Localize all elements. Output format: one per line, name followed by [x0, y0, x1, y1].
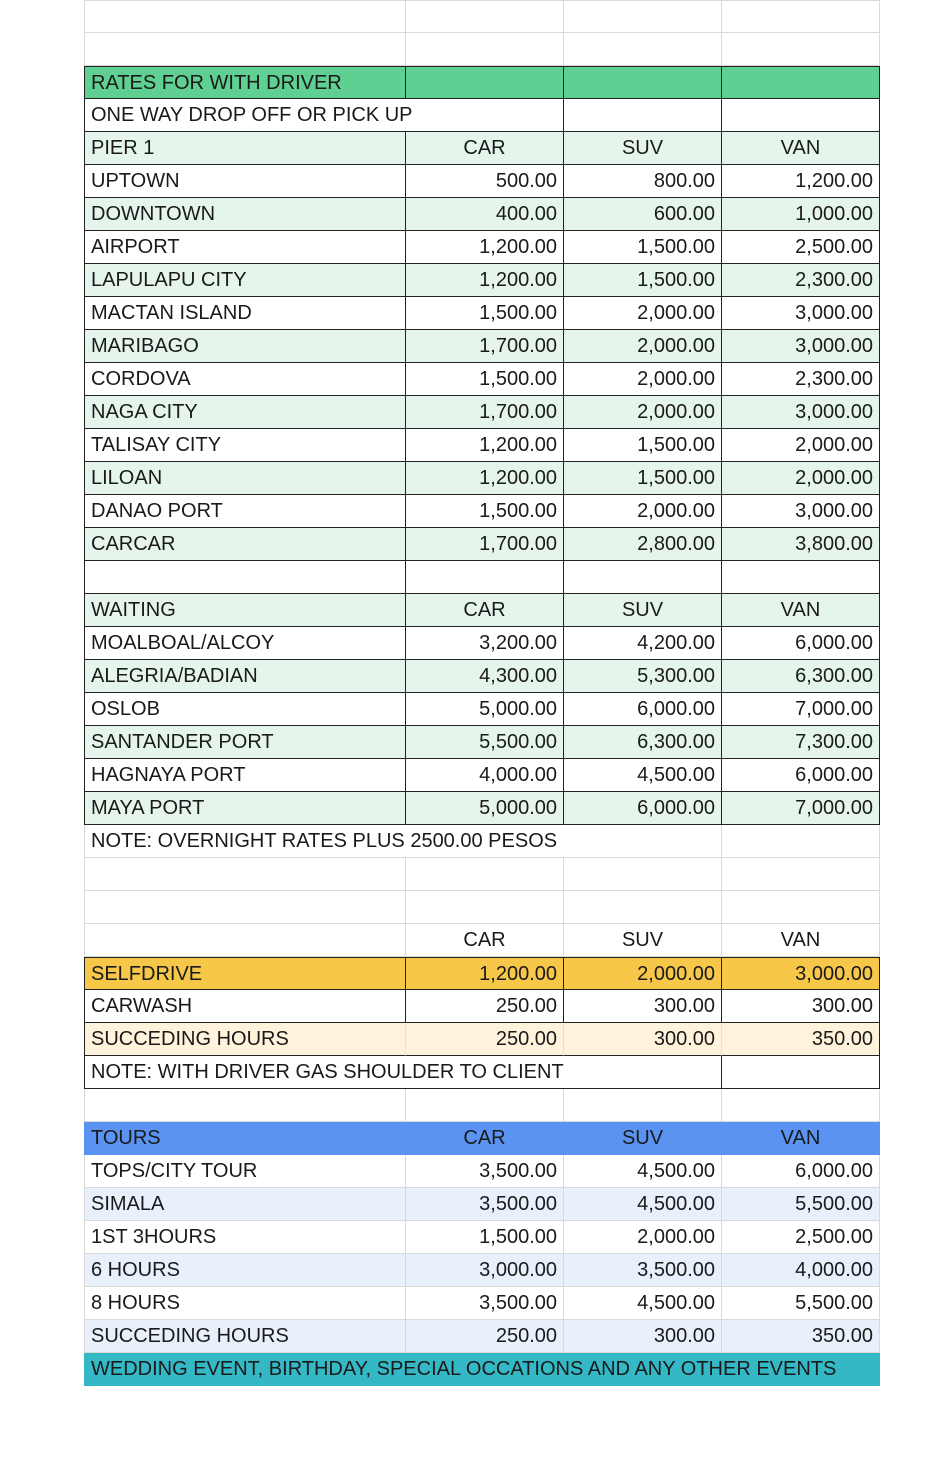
- suv-rate: 3,500.00: [564, 1254, 722, 1287]
- gas-note: NOTE: WITH DRIVER GAS SHOULDER TO CLIENT: [84, 1056, 722, 1089]
- suv-rate: 2,000.00: [564, 957, 722, 990]
- tour-row: [84, 1320, 880, 1353]
- car-rate: 3,500.00: [406, 1188, 564, 1221]
- van-rate: 6,000.00: [722, 1155, 880, 1188]
- van-rate: 2,500.00: [722, 1221, 880, 1254]
- waiting-row: [84, 693, 880, 726]
- row-label: 8 HOURS: [84, 1287, 406, 1320]
- van-rate: 350.00: [722, 1023, 880, 1056]
- tours-header-label: TOURS: [84, 1122, 406, 1155]
- suv-rate: 2,800.00: [564, 528, 722, 561]
- with-driver-row: [84, 297, 880, 330]
- van-rate: 6,000.00: [722, 627, 880, 660]
- waiting-header-label: WAITING: [84, 594, 406, 627]
- suv-rate: 2,000.00: [564, 495, 722, 528]
- van-column-header: VAN: [722, 594, 880, 627]
- suv-column-header: SUV: [564, 594, 722, 627]
- tours-header-row: [84, 1122, 880, 1155]
- car-rate: 5,500.00: [406, 726, 564, 759]
- empty-row: [84, 0, 880, 33]
- van-rate: 3,800.00: [722, 528, 880, 561]
- row-label: SUCCEDING HOURS: [84, 1320, 406, 1353]
- van-rate: 4,000.00: [722, 1254, 880, 1287]
- car-rate: 250.00: [406, 990, 564, 1023]
- row-label: CORDOVA: [84, 363, 406, 396]
- pier-header-row: [84, 132, 880, 165]
- overnight-note-row: [84, 825, 880, 858]
- car-rate: 400.00: [406, 198, 564, 231]
- car-rate: 500.00: [406, 165, 564, 198]
- van-column-header: VAN: [722, 924, 880, 957]
- row-label: AIRPORT: [84, 231, 406, 264]
- van-rate: 3,000.00: [722, 957, 880, 990]
- tour-row: [84, 1155, 880, 1188]
- suv-rate: 4,500.00: [564, 759, 722, 792]
- row-label: ALEGRIA/BADIAN: [84, 660, 406, 693]
- row-label: LAPULAPU CITY: [84, 264, 406, 297]
- car-rate: 1,500.00: [406, 495, 564, 528]
- suv-rate: 1,500.00: [564, 264, 722, 297]
- suv-rate: 1,500.00: [564, 231, 722, 264]
- selfdrive-rows: [84, 957, 880, 1056]
- row-label: DANAO PORT: [84, 495, 406, 528]
- waiting-row: [84, 792, 880, 825]
- suv-rate: 2,000.00: [564, 363, 722, 396]
- waiting-header-row: [84, 594, 880, 627]
- row-label: CARCAR: [84, 528, 406, 561]
- van-column-header: VAN: [722, 1122, 880, 1155]
- suv-rate: 5,300.00: [564, 660, 722, 693]
- suv-column-header: SUV: [564, 132, 722, 165]
- row-label: SIMALA: [84, 1188, 406, 1221]
- pier-header-label: PIER 1: [84, 132, 406, 165]
- van-rate: 3,000.00: [722, 495, 880, 528]
- row-label: SUCCEDING HOURS: [84, 1023, 406, 1056]
- row-label: MARIBAGO: [84, 330, 406, 363]
- rate-sheet: [84, 0, 880, 1386]
- row-label: 6 HOURS: [84, 1254, 406, 1287]
- van-rate: 3,000.00: [722, 297, 880, 330]
- empty-row: [84, 561, 880, 594]
- row-label: 1ST 3HOURS: [84, 1221, 406, 1254]
- van-rate: 7,000.00: [722, 792, 880, 825]
- with-driver-title: RATES FOR WITH DRIVER: [84, 66, 406, 99]
- car-rate: 3,500.00: [406, 1155, 564, 1188]
- car-rate: 1,200.00: [406, 231, 564, 264]
- van-rate: 7,300.00: [722, 726, 880, 759]
- empty-row: [84, 1089, 880, 1122]
- suv-rate: 2,000.00: [564, 297, 722, 330]
- van-rate: 2,000.00: [722, 462, 880, 495]
- car-rate: 5,000.00: [406, 792, 564, 825]
- car-rate: 1,200.00: [406, 429, 564, 462]
- car-rate: 250.00: [406, 1023, 564, 1056]
- row-label: MOALBOAL/ALCOY: [84, 627, 406, 660]
- car-rate: 1,200.00: [406, 957, 564, 990]
- van-rate: 5,500.00: [722, 1287, 880, 1320]
- selfdrive-row: [84, 990, 880, 1023]
- with-driver-row: [84, 495, 880, 528]
- suv-column-header: SUV: [564, 1122, 722, 1155]
- tour-row: [84, 1188, 880, 1221]
- suv-rate: 300.00: [564, 1023, 722, 1056]
- car-rate: 1,500.00: [406, 1221, 564, 1254]
- overnight-note: NOTE: OVERNIGHT RATES PLUS 2500.00 PESOS: [84, 825, 722, 858]
- selfdrive-header-row: [84, 924, 880, 957]
- suv-rate: 2,000.00: [564, 330, 722, 363]
- with-driver-row: [84, 264, 880, 297]
- one-way-subtitle-row: [84, 99, 880, 132]
- van-rate: 2,000.00: [722, 429, 880, 462]
- car-rate: 5,000.00: [406, 693, 564, 726]
- with-driver-row: [84, 330, 880, 363]
- car-rate: 1,200.00: [406, 462, 564, 495]
- car-rate: 250.00: [406, 1320, 564, 1353]
- car-rate: 1,700.00: [406, 396, 564, 429]
- with-driver-row: [84, 231, 880, 264]
- waiting-rows: [84, 627, 880, 825]
- van-rate: 6,300.00: [722, 660, 880, 693]
- with-driver-rows: [84, 165, 880, 561]
- tour-row: [84, 1221, 880, 1254]
- row-label: HAGNAYA PORT: [84, 759, 406, 792]
- gas-note-row: [84, 1056, 880, 1089]
- car-column-header: CAR: [406, 1122, 564, 1155]
- events-footer: WEDDING EVENT, BIRTHDAY, SPECIAL OCCATIONS AND ANY OTHER EVENTS: [84, 1353, 880, 1386]
- van-rate: 300.00: [722, 990, 880, 1023]
- row-label: LILOAN: [84, 462, 406, 495]
- van-rate: 2,500.00: [722, 231, 880, 264]
- suv-rate: 800.00: [564, 165, 722, 198]
- row-label: SELFDRIVE: [84, 957, 406, 990]
- row-label: MACTAN ISLAND: [84, 297, 406, 330]
- van-rate: 5,500.00: [722, 1188, 880, 1221]
- row-label: NAGA CITY: [84, 396, 406, 429]
- van-rate: 6,000.00: [722, 759, 880, 792]
- car-rate: 4,300.00: [406, 660, 564, 693]
- with-driver-row: [84, 396, 880, 429]
- car-rate: 1,200.00: [406, 264, 564, 297]
- row-label: OSLOB: [84, 693, 406, 726]
- with-driver-row: [84, 528, 880, 561]
- tour-row: [84, 1287, 880, 1320]
- events-footer-row: [84, 1353, 880, 1386]
- car-column-header: CAR: [406, 594, 564, 627]
- waiting-row: [84, 726, 880, 759]
- with-driver-row: [84, 363, 880, 396]
- suv-rate: 600.00: [564, 198, 722, 231]
- suv-rate: 6,300.00: [564, 726, 722, 759]
- with-driver-row: [84, 462, 880, 495]
- car-column-header: CAR: [406, 924, 564, 957]
- suv-rate: 6,000.00: [564, 693, 722, 726]
- car-rate: 4,000.00: [406, 759, 564, 792]
- with-driver-row: [84, 165, 880, 198]
- suv-rate: 300.00: [564, 1320, 722, 1353]
- car-rate: 1,700.00: [406, 528, 564, 561]
- van-column-header: VAN: [722, 132, 880, 165]
- car-rate: 1,500.00: [406, 297, 564, 330]
- one-way-subtitle: ONE WAY DROP OFF OR PICK UP: [84, 99, 564, 132]
- row-label: DOWNTOWN: [84, 198, 406, 231]
- van-rate: 1,000.00: [722, 198, 880, 231]
- suv-rate: 2,000.00: [564, 396, 722, 429]
- suv-rate: 300.00: [564, 990, 722, 1023]
- car-rate: 3,000.00: [406, 1254, 564, 1287]
- row-label: SANTANDER PORT: [84, 726, 406, 759]
- van-rate: 350.00: [722, 1320, 880, 1353]
- waiting-row: [84, 759, 880, 792]
- row-label: TALISAY CITY: [84, 429, 406, 462]
- empty-row: [84, 858, 880, 891]
- row-label: TOPS/CITY TOUR: [84, 1155, 406, 1188]
- row-label: CARWASH: [84, 990, 406, 1023]
- waiting-row: [84, 627, 880, 660]
- suv-rate: 4,500.00: [564, 1155, 722, 1188]
- suv-column-header: SUV: [564, 924, 722, 957]
- selfdrive-row: [84, 957, 880, 990]
- van-rate: 1,200.00: [722, 165, 880, 198]
- car-column-header: CAR: [406, 132, 564, 165]
- empty-row: [84, 891, 880, 924]
- suv-rate: 1,500.00: [564, 462, 722, 495]
- suv-rate: 6,000.00: [564, 792, 722, 825]
- suv-rate: 2,000.00: [564, 1221, 722, 1254]
- van-rate: 7,000.00: [722, 693, 880, 726]
- suv-rate: 1,500.00: [564, 429, 722, 462]
- van-rate: 3,000.00: [722, 396, 880, 429]
- selfdrive-row: [84, 1023, 880, 1056]
- empty-row: [84, 33, 880, 66]
- tours-rows: [84, 1155, 880, 1353]
- suv-rate: 4,500.00: [564, 1287, 722, 1320]
- waiting-row: [84, 660, 880, 693]
- with-driver-row: [84, 198, 880, 231]
- with-driver-row: [84, 429, 880, 462]
- tour-row: [84, 1254, 880, 1287]
- car-rate: 1,500.00: [406, 363, 564, 396]
- car-rate: 1,700.00: [406, 330, 564, 363]
- car-rate: 3,500.00: [406, 1287, 564, 1320]
- van-rate: 2,300.00: [722, 264, 880, 297]
- row-label: UPTOWN: [84, 165, 406, 198]
- van-rate: 2,300.00: [722, 363, 880, 396]
- car-rate: 3,200.00: [406, 627, 564, 660]
- suv-rate: 4,200.00: [564, 627, 722, 660]
- with-driver-title-row: [84, 66, 880, 99]
- van-rate: 3,000.00: [722, 330, 880, 363]
- row-label: MAYA PORT: [84, 792, 406, 825]
- suv-rate: 4,500.00: [564, 1188, 722, 1221]
